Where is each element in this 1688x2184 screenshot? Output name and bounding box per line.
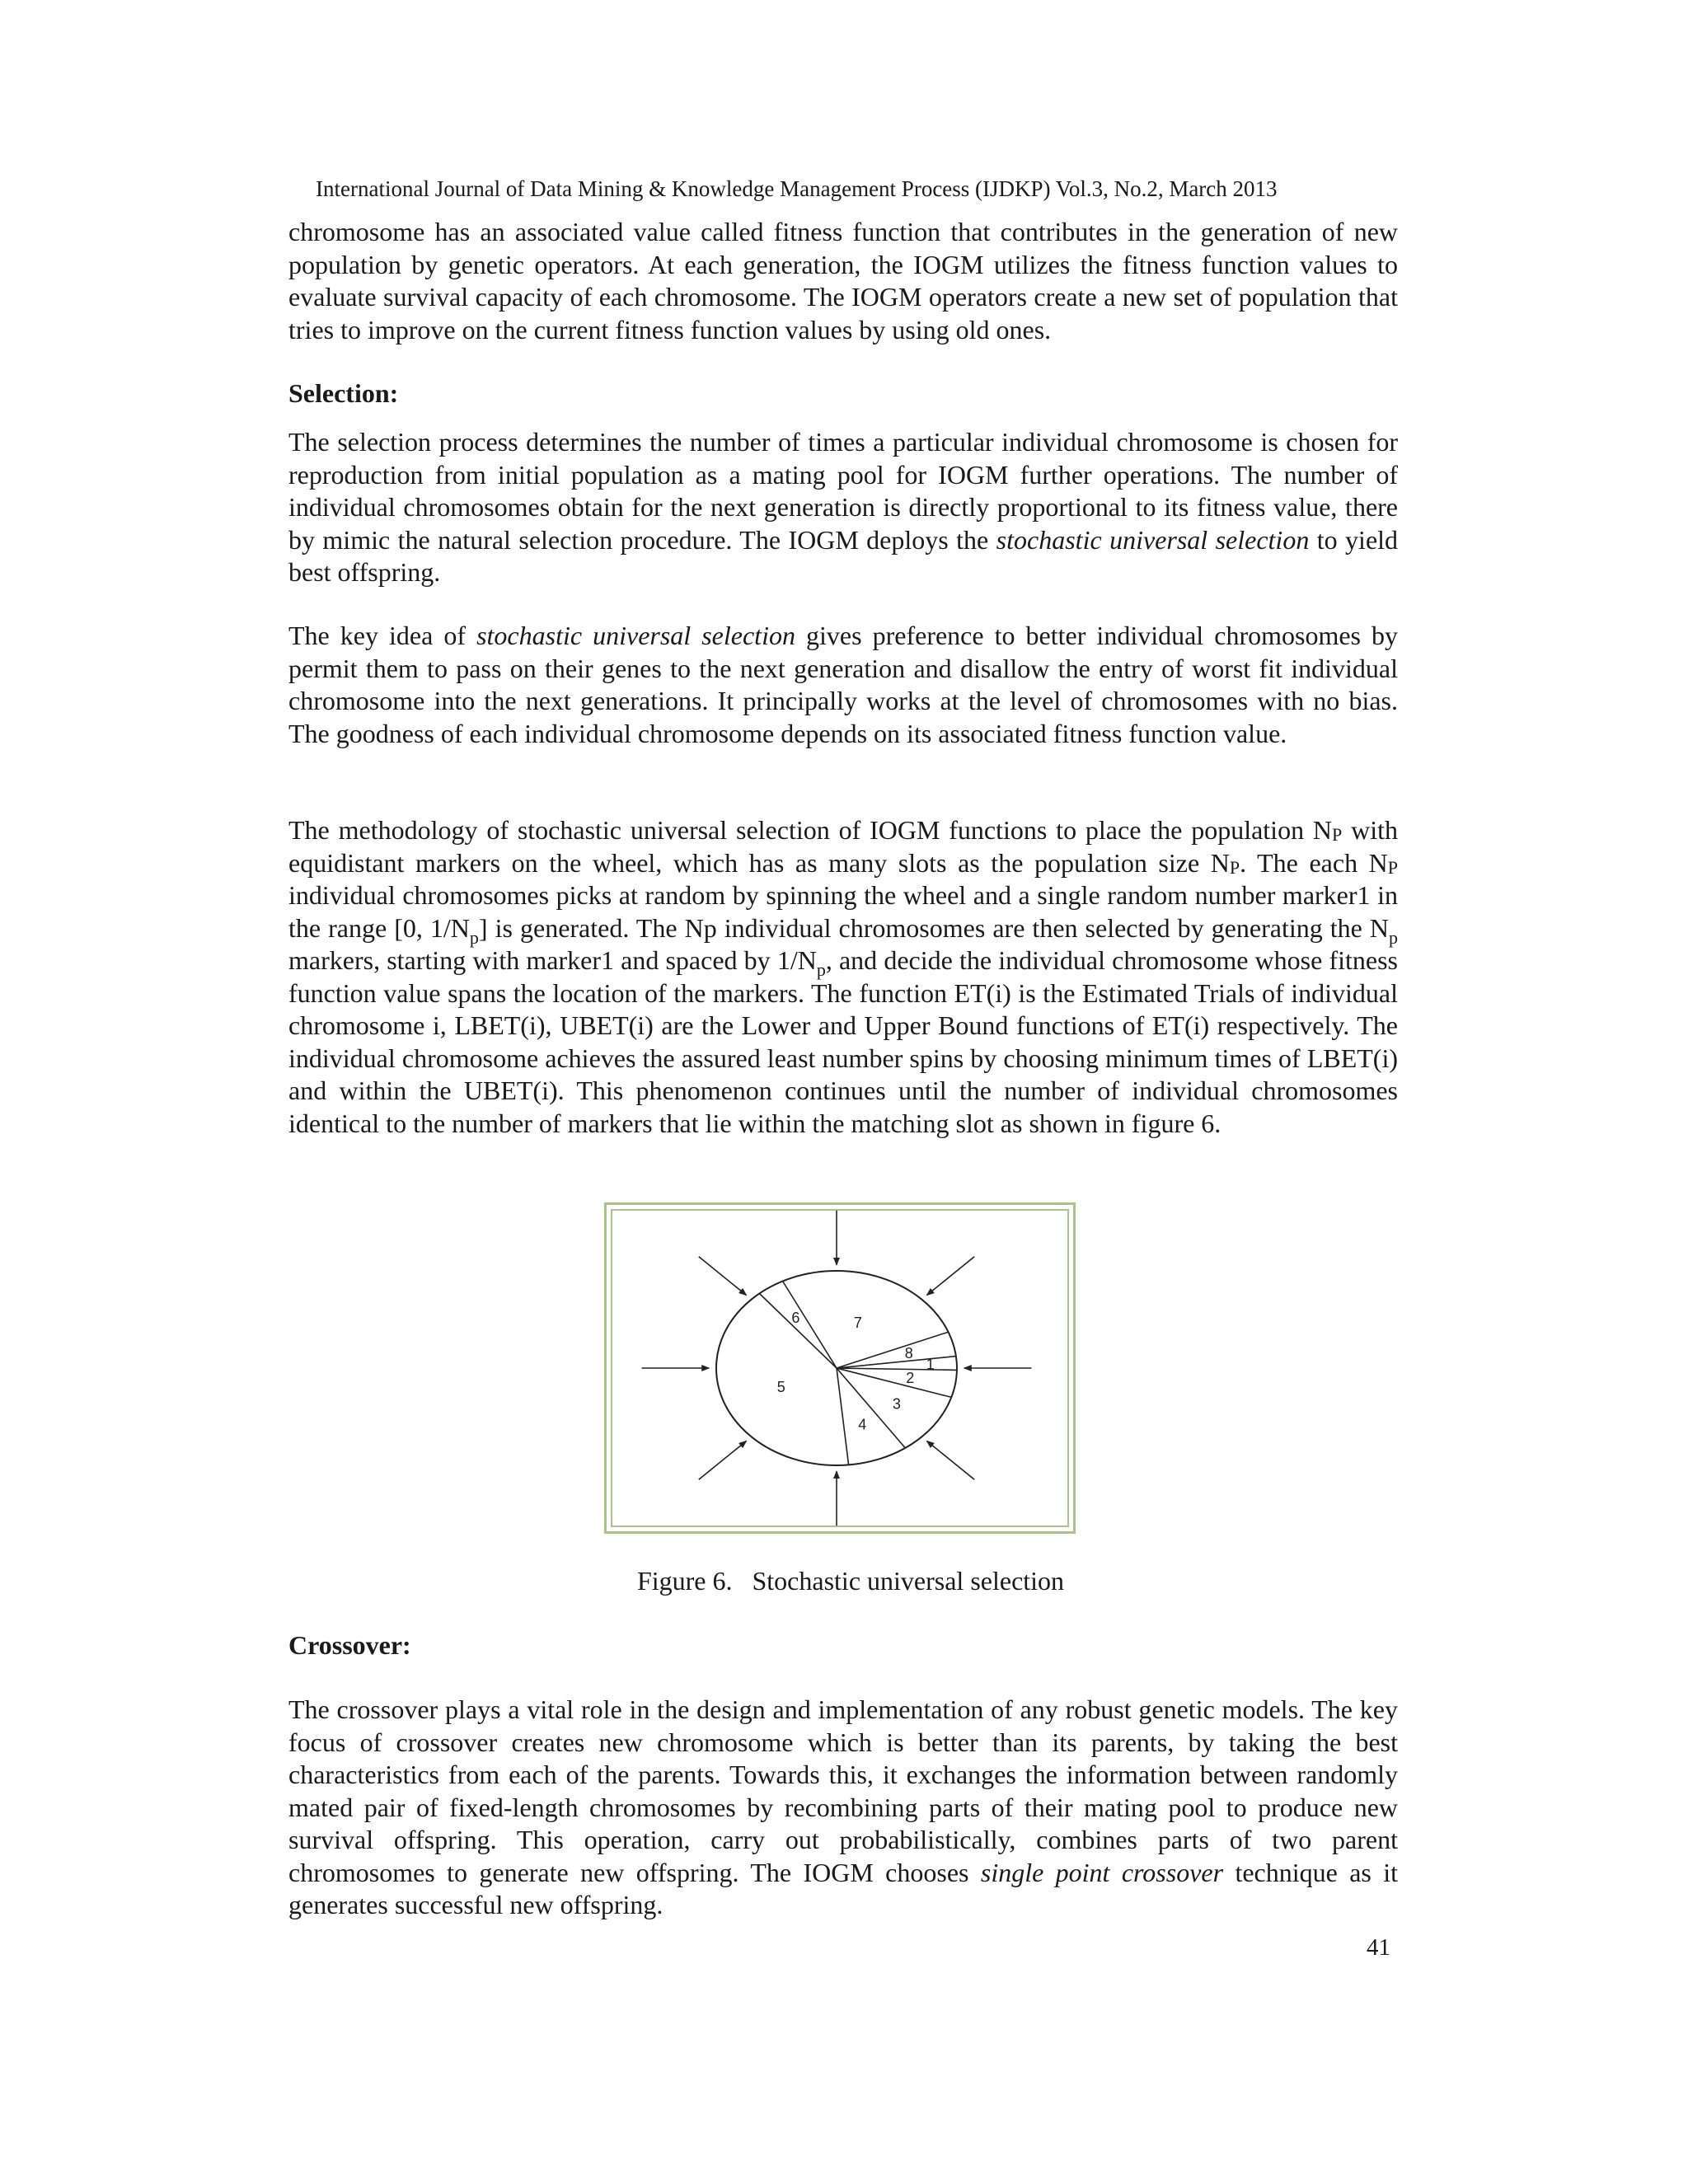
p3-sub-4: p: [469, 926, 479, 948]
selection-paragraph-2: [288, 620, 1398, 750]
crossover-heading: Crossover:: [288, 1630, 411, 1660]
selection-marker-arrow: [926, 1441, 974, 1479]
selection-marker-arrow: [699, 1257, 747, 1296]
selection-p1-end: to yield best offspring.: [288, 524, 1399, 587]
selection-p2-start: The key idea of: [288, 621, 467, 650]
slice-label-1: 1: [926, 1356, 935, 1373]
slice-label-3: 3: [892, 1395, 901, 1413]
selection-p2-rest: gives preference to better individual chromosomes by permit them to pass on their genes to the next generation and disallow the entry of worst fit individual chromosome into the next generations. It principally works at the level of chromosomes with no bias. The goodness of each individual chromosome depends on its associated fitness function value.: [288, 621, 1399, 748]
figure-6-frame: [604, 1202, 1076, 1534]
caption-text: Stochastic universal selection: [752, 1566, 1065, 1596]
figure-6-caption: [0, 1564, 1688, 1597]
selection-marker-arrow: [926, 1257, 974, 1296]
p3-sub-5: p: [1389, 926, 1399, 948]
page-number: 41: [1367, 1934, 1390, 1961]
p3-s1: The methodology of stochastic universal selection of IOGM functions to place the population N: [288, 815, 1333, 845]
selection-marker-arrow: [699, 1441, 747, 1479]
intro-text: chromosome has an associated value called fitness function that contributes in the generation of new population by genetic operators. At each generation, the IOGM utilizes the fitness function values to evaluate survival capacity of each chromosome. The IOGM operators create a new set of population that tries to improve on the current fitness function values by using old ones.: [288, 217, 1398, 344]
slice-label-8: 8: [904, 1344, 913, 1361]
p3-s3: . The each N: [1240, 847, 1388, 878]
slice-label-2: 2: [906, 1369, 915, 1386]
p3-sub-1: P: [1332, 824, 1343, 845]
roulette-wheel-diagram: [607, 1205, 1078, 1536]
slice-boundary-5: [837, 1368, 849, 1465]
crossover-text-end: technique as it generates successful new offspring.: [288, 1857, 1399, 1919]
crossover-paragraph: [288, 1694, 1398, 1922]
p3-sub-2: P: [1229, 856, 1240, 878]
p3-s6: markers, starting with marker1 and spaced by 1/N: [288, 945, 817, 975]
selection-paragraph-3: [288, 814, 1398, 1140]
p3-s5: ] is generated. The Np individual chromosomes are then selected by generating the N: [478, 912, 1390, 943]
p3-s4: individual chromosomes picks at random by spinning the wheel and a single random number marker1 in the range [0, 1/N: [288, 880, 1398, 943]
p3-sub-6: p: [816, 959, 826, 980]
crossover-text-italic: single point crossover: [980, 1857, 1224, 1887]
selection-p2-italic: stochastic universal selection: [476, 621, 795, 650]
running-header: International Journal of Data Mining & Knowledge Management Process (IJDKP) Vol.3, No.2, March 2013: [316, 176, 1278, 201]
slice-label-7: 7: [853, 1314, 862, 1331]
p3-s7: , and decide the individual chromosome whose fitness function value spans the location of the markers. The function ET(i) is the Estimated Trials of individual chromosome i, LBET(i), UBET(i) are the Lower and Upper Bound functions of ET(i) respectively. The individual chromosome achieves the assured least number spins by choosing minimum times of LBET(i) and within the UBET(i). This phenomenon continues until the number of individual chromosomes identical to the number of markers that lie within the matching slot as shown in figure 6.: [288, 945, 1399, 1138]
crossover-text-start: The crossover plays a vital role in the design and implementation of any robust genetic models. The key focus of crossover creates new chromosome which is better than its parents, by taking the best characteristics from each of the parents. Towards this, it exchanges the information between randomly mated pair of fixed-length chromosomes by recombining parts of their mating pool to produce new survival offspring. This operation, carry out probabilistically, combines parts of two parent chromosomes to generate new offspring. The IOGM chooses: [288, 1694, 1398, 1887]
selection-paragraph-1: [288, 426, 1398, 589]
selection-heading: Selection:: [288, 378, 399, 408]
p3-sub-3: P: [1387, 856, 1399, 878]
selection-p1-italic: stochastic universal selection: [996, 524, 1310, 555]
slice-boundary-2: [837, 1368, 957, 1370]
slice-label-6: 6: [791, 1309, 800, 1326]
p3-s2: with equidistant markers on the wheel, which has as many slots as the population size N: [288, 815, 1398, 878]
intro-paragraph: [288, 216, 1398, 346]
slice-label-5: 5: [776, 1378, 785, 1395]
caption-label: Figure 6.: [636, 1566, 733, 1596]
selection-p1-text: The selection process determines the number of times a particular individual chromosome is chosen for reproduction from initial population as a mating pool for IOGM further operations. The number of individual chromosomes obtain for the next generation is directly proportional to its fitness value, there by mimic the natural selection procedure. The IOGM deploys the: [288, 427, 1398, 555]
slice-label-4: 4: [858, 1416, 867, 1433]
